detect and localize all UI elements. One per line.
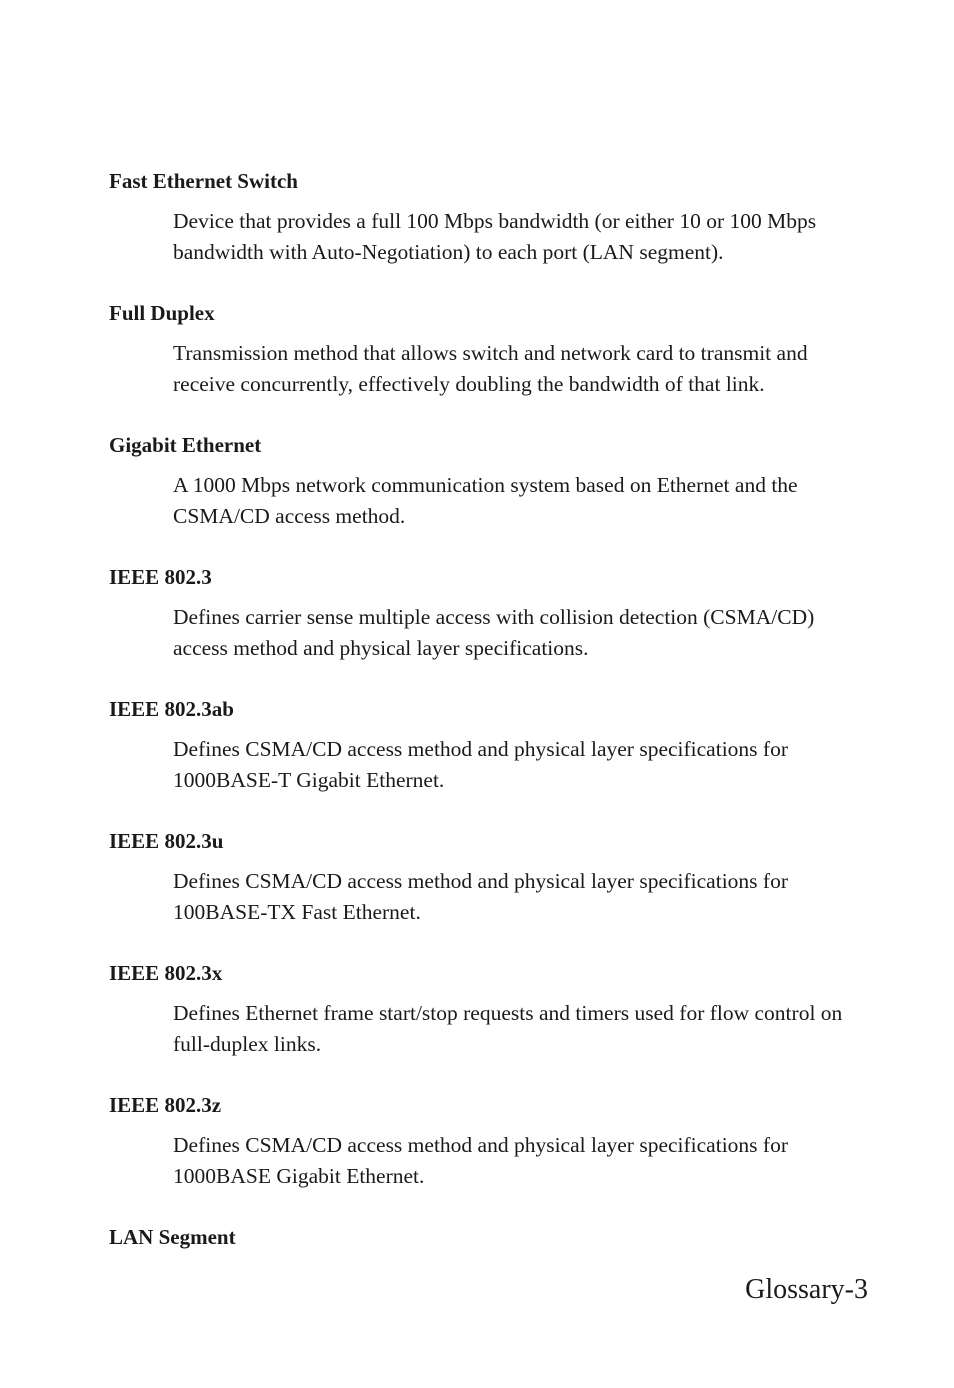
glossary-entry <box>109 1090 869 1192</box>
glossary-term: IEEE 802.3ab <box>109 697 234 721</box>
glossary-definition: Defines CSMA/CD access method and physical layer specifications for 1000BASE-T Gigabit Ethernet. <box>173 737 788 792</box>
page-number: Glossary-3 <box>745 1274 868 1305</box>
glossary-definition: Transmission method that allows switch and network card to transmit and receive concurrently, effectively doubling the bandwidth of that link. <box>173 341 808 396</box>
glossary-entry <box>109 562 869 664</box>
glossary-entry <box>109 694 869 796</box>
glossary-definition: Defines carrier sense multiple access with collision detection (CSMA/CD) access method and physical layer specifications. <box>173 605 815 660</box>
glossary-entry <box>109 298 869 400</box>
glossary-term: IEEE 802.3z <box>109 1093 222 1117</box>
glossary-term: Gigabit Ethernet <box>109 433 262 457</box>
glossary-definition: Defines CSMA/CD access method and physical layer specifications for 1000BASE Gigabit Ethernet. <box>173 1133 788 1188</box>
glossary-list <box>109 166 869 1282</box>
glossary-entry <box>109 826 869 928</box>
glossary-definition: Device that provides a full 100 Mbps bandwidth (or either 10 or 100 Mbps bandwidth with Auto-Negotiation) to each port (LAN segment). <box>173 209 817 264</box>
glossary-entry <box>109 958 869 1060</box>
glossary-term: Full Duplex <box>109 301 215 325</box>
glossary-definition: A 1000 Mbps network communication system based on Ethernet and the CSMA/CD access method. <box>173 473 798 528</box>
glossary-entry <box>109 430 869 532</box>
glossary-entry <box>109 166 869 268</box>
glossary-term: IEEE 802.3x <box>109 961 223 985</box>
glossary-term: LAN Segment <box>109 1225 236 1249</box>
glossary-term: Fast Ethernet Switch <box>109 169 298 193</box>
glossary-definition: Defines CSMA/CD access method and physical layer specifications for 100BASE-TX Fast Ethernet. <box>173 869 788 924</box>
glossary-term: IEEE 802.3 <box>109 565 212 589</box>
glossary-definition: Defines Ethernet frame start/stop requests and timers used for flow control on full-duplex links. <box>173 1001 843 1056</box>
glossary-entry <box>109 1222 869 1252</box>
glossary-term: IEEE 802.3u <box>109 829 224 853</box>
